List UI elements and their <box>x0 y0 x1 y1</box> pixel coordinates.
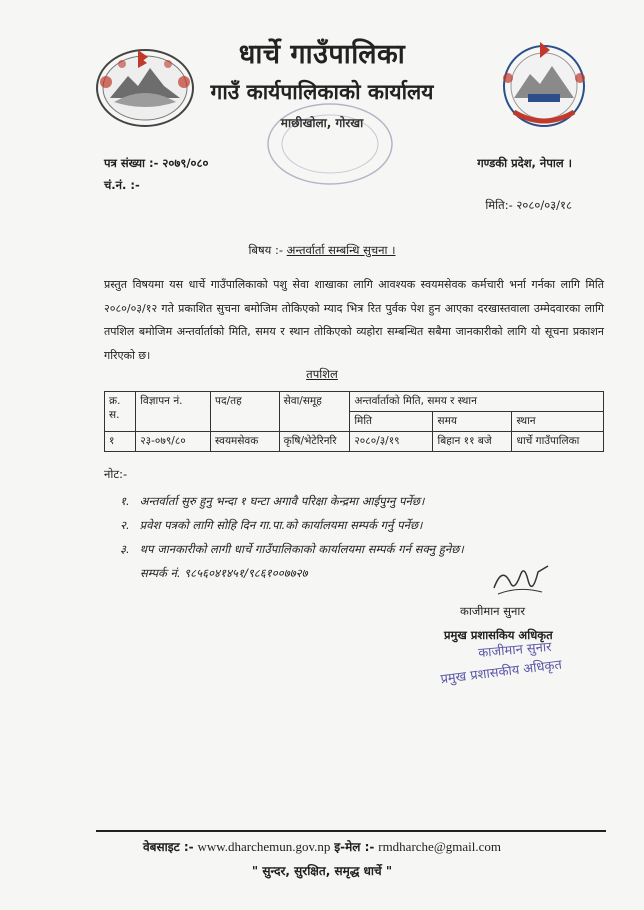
footer-contact <box>0 838 644 855</box>
cell-sn: १ <box>105 432 136 452</box>
email-label: इ-मेल :- <box>334 840 375 854</box>
website-label: वेबसाइट :- <box>142 840 194 854</box>
subject-text: अन्तर्वार्ता सम्बन्धि सुचना । <box>286 243 396 257</box>
note-item: ३. थप जानकारीको लागी धार्चे गाउँपालिकाको कार्यालयमा सम्पर्क गर्न सक्नु हुनेछ। <box>120 542 464 556</box>
table-caption: तपशिल <box>306 367 338 381</box>
note-contact: सम्पर्क नं. ९८५६०४१४५१/९८६१००७७२७ <box>140 566 308 580</box>
notes-heading: नोट:- <box>104 467 128 481</box>
notes-list <box>120 489 464 585</box>
stamp-name: काजीमान सुनार <box>477 639 553 662</box>
cell-post: स्वयमसेवक <box>211 432 280 452</box>
stamp-title: प्रमुख प्रशासकीय अधिकृत <box>439 657 563 688</box>
note-item: १. अन्तर्वार्ता सुरु हुनु भन्दा १ घन्टा अगावै परिक्षा केन्द्रमा आईपुग्नु पर्नेछ। <box>120 494 425 508</box>
header-place: स्थान <box>512 412 604 432</box>
table-row <box>105 432 604 452</box>
header-date: मिति <box>350 412 433 432</box>
website-link[interactable]: www.dharchemun.gov.np <box>197 839 331 854</box>
footer-divider <box>96 830 606 832</box>
signatory-title: प्रमुख प्रशासकिय अधिकृत <box>444 628 553 642</box>
cell-service: कृषि/भेटेरिनरि <box>279 432 350 452</box>
signature-scribble <box>488 558 552 604</box>
office-seal-stamp <box>260 98 400 190</box>
signatory-name: काजीमान सुनार <box>460 604 526 618</box>
office-title: गाउँ कार्यपालिकाको कार्यालय <box>210 80 434 104</box>
cell-ad-no: २३-०७९/८० <box>136 432 211 452</box>
header-post: पद/तह <box>211 392 280 432</box>
cell-place: धार्चे गाउँपालिका <box>512 432 604 452</box>
footer-slogan: " सुन्दर, सुरक्षित, समृद्ध धार्चे " <box>251 864 393 878</box>
subject-line <box>0 243 644 258</box>
letter-number: पत्र संख्या :- २०७९/०८० <box>104 156 209 170</box>
province-label: गण्डकी प्रदेश, नेपाल । <box>477 156 572 170</box>
municipality-title: धार्चे गाउँपालिका <box>238 39 406 70</box>
header-sn: क्र. स. <box>105 392 136 432</box>
interview-schedule-table <box>104 391 604 452</box>
dispatch-number: चं.नं. :- <box>104 178 140 192</box>
office-address: माछीखोला, गोरखा <box>280 116 364 130</box>
cell-date: २०८०/३/१९ <box>350 432 433 452</box>
note-item: २. प्रवेश पत्रको लागि सोहि दिन गा.पा.को कार्यालयमा सम्पर्क गर्नु पर्नेछ। <box>120 518 423 532</box>
letter-date: मिति:- २०८०/०३/१८ <box>485 198 572 212</box>
header-interview: अन्तर्वार्ताको मिति, समय र स्थान <box>350 392 604 412</box>
table-header-row <box>105 392 604 412</box>
header-time: समय <box>433 412 512 432</box>
subject-label: बिषय :- <box>248 243 287 257</box>
cell-time: बिहान ११ बजे <box>433 432 512 452</box>
email-link[interactable]: rmdharche@gmail.com <box>378 839 502 854</box>
header-ad-no: विज्ञापन नं. <box>136 392 211 432</box>
header-service: सेवा/समूह <box>279 392 350 432</box>
body-paragraph: प्रस्तुत विषयमा यस धार्चे गाउँपालिकाको पशु सेवा शाखाका लागि आवश्यक स्वयमसेवक कर्मचारी भर्ना गर्नका लागि मिति २०८०/०३/१२ गते प्रकाशित सुचना बमोजिम तोकिएको म्याद भित्र रित पुर्वक पेश हुन आएका दरखास्तवाला उम्मेदवारका लागि तपशिल बमोजिम अन्तर्वार्ताको मिति, समय र स्थान तोकिएको व्यहोरा सम्बन्धित सबैमा जानकारीको लागि यो सूचना प्रकाशन गरिएको छ। <box>104 278 604 362</box>
